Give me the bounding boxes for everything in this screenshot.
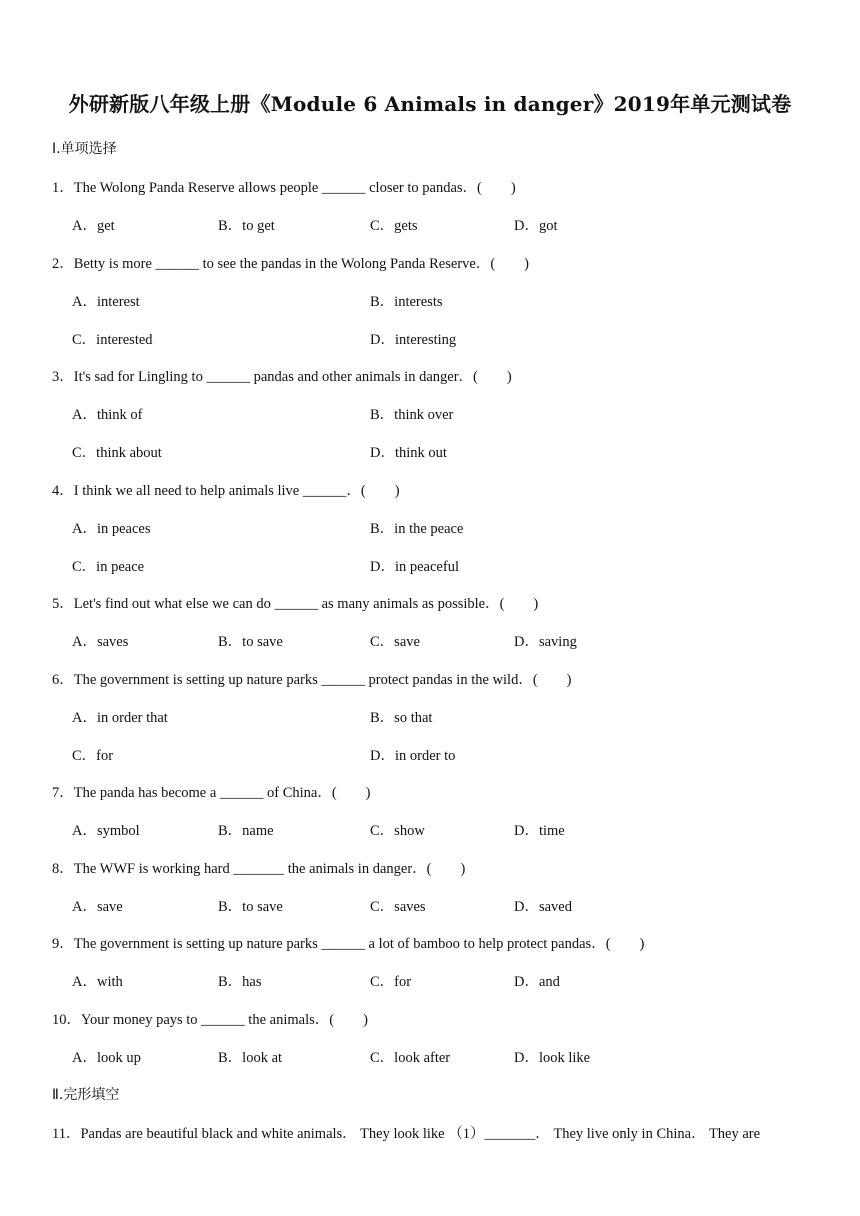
q5-option-c[interactable]: C．save [370, 634, 420, 650]
q8-option-a[interactable]: A．save [72, 899, 123, 915]
q2-option-a[interactable]: A．interest [72, 294, 140, 310]
q8-option-c[interactable]: C．saves [370, 899, 426, 915]
q4-option-b[interactable]: B．in the peace [370, 521, 464, 537]
question-9: 9．The government is setting up nature parks ______ a lot of bamboo to help protect pandas．( ) [52, 936, 645, 952]
q9-option-c[interactable]: C．for [370, 974, 412, 990]
question-5: 5．Let's find out what else we can do ______ as many animals as possible．( ) [52, 596, 539, 612]
q9-option-b[interactable]: B．has [218, 974, 262, 990]
q3-option-b[interactable]: B．think over [370, 407, 454, 423]
q6-option-d[interactable]: D．in order to [370, 748, 456, 764]
question-6: 6．The government is setting up nature parks ______ protect pandas in the wild．( ) [52, 672, 572, 688]
q2-option-b[interactable]: B．interests [370, 294, 443, 310]
q1-option-a[interactable]: A．get [72, 218, 115, 234]
question-1: 1．The Wolong Panda Reserve allows people ______ closer to pandas．( ) [52, 180, 516, 196]
page-title: 外研新版八年级上册《Module 6 Animals in danger》2019年单元测试卷 [68, 92, 792, 116]
question-3: 3．It's sad for Lingling to ______ pandas and other animals in danger．( ) [52, 369, 512, 385]
q2-option-c[interactable]: C．interested [72, 332, 153, 348]
section-heading-single-choice: Ⅰ.单项选择 [52, 141, 117, 157]
q9-option-a[interactable]: A．with [72, 974, 123, 990]
q5-option-b[interactable]: B．to save [218, 634, 283, 650]
q8-option-b[interactable]: B．to save [218, 899, 283, 915]
q4-option-d[interactable]: D．in peaceful [370, 559, 459, 575]
q10-option-a[interactable]: A．look up [72, 1050, 141, 1066]
q10-option-c[interactable]: C．look after [370, 1050, 451, 1066]
q3-option-d[interactable]: D．think out [370, 445, 447, 461]
q4-option-a[interactable]: A．in peaces [72, 521, 151, 537]
q7-option-a[interactable]: A．symbol [72, 823, 140, 839]
question-11: 11．Pandas are beautiful black and white animals． They look like （1）_______． They live only in China． They are [52, 1126, 761, 1142]
q1-option-b[interactable]: B．to get [218, 218, 275, 234]
q3-option-c[interactable]: C．think about [72, 445, 162, 461]
q7-option-b[interactable]: B．name [218, 823, 274, 839]
q3-option-a[interactable]: A．think of [72, 407, 143, 423]
q9-option-d[interactable]: D．and [514, 974, 560, 990]
q1-option-c[interactable]: C．gets [370, 218, 418, 234]
q7-option-d[interactable]: D．time [514, 823, 565, 839]
q1-option-d[interactable]: D．got [514, 218, 558, 234]
q2-option-d[interactable]: D．interesting [370, 332, 457, 348]
q10-option-d[interactable]: D．look like [514, 1050, 591, 1066]
question-4: 4．I think we all need to help animals live ______．( ) [52, 483, 400, 499]
q5-option-d[interactable]: D．saving [514, 634, 577, 650]
q6-option-c[interactable]: C．for [72, 748, 114, 764]
question-8: 8．The WWF is working hard _______ the animals in danger．( ) [52, 861, 466, 877]
section-heading-cloze: Ⅱ.完形填空 [52, 1087, 120, 1103]
q6-option-b[interactable]: B．so that [370, 710, 433, 726]
q8-option-d[interactable]: D．saved [514, 899, 572, 915]
q10-option-b[interactable]: B．look at [218, 1050, 283, 1066]
question-7: 7．The panda has become a ______ of China．( ) [52, 785, 371, 801]
q6-option-a[interactable]: A．in order that [72, 710, 168, 726]
question-2: 2．Betty is more ______ to see the pandas in the Wolong Panda Reserve．( ) [52, 256, 529, 272]
question-10: 10．Your money pays to ______ the animals．( ) [52, 1012, 368, 1028]
q4-option-c[interactable]: C．in peace [72, 559, 145, 575]
q7-option-c[interactable]: C．show [370, 823, 425, 839]
q5-option-a[interactable]: A．saves [72, 634, 129, 650]
